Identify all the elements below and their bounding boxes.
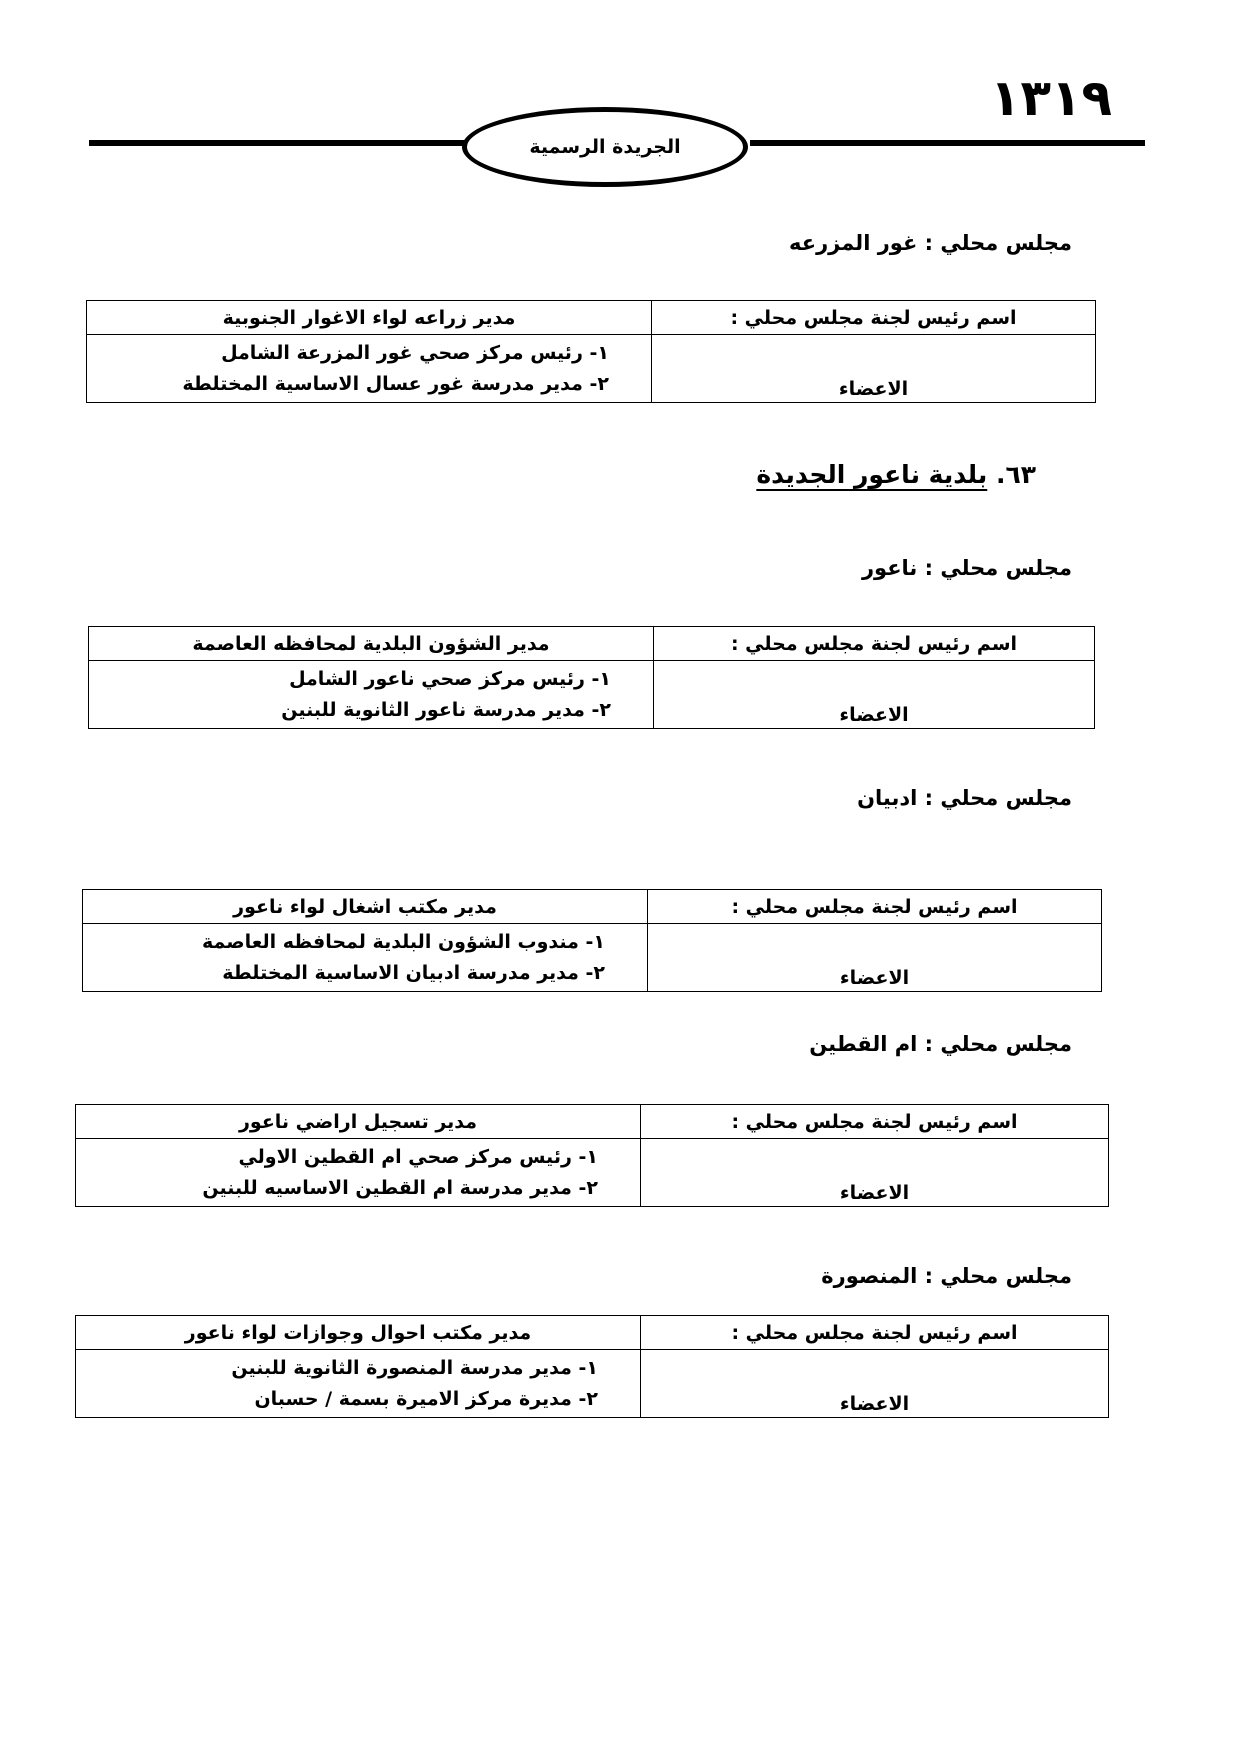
- members-list: [87, 335, 652, 403]
- masthead-title: الجريدة الرسمية: [529, 136, 681, 158]
- members-label: الاعضاء: [654, 661, 1095, 729]
- header-rule-right: [750, 140, 1145, 146]
- section-heading: [756, 458, 1036, 492]
- council-table: [75, 1104, 1109, 1207]
- council-table: [82, 889, 1102, 992]
- member-item: ٢- مدير مدرسة ناعور الثانوية للبنين: [281, 698, 611, 721]
- member-item: ١- مدير مدرسة المنصورة الثانوية للبنين: [231, 1356, 598, 1379]
- member-item: ١- مندوب الشؤون البلدية لمحافظه العاصمة: [202, 930, 605, 953]
- members-label: الاعضاء: [652, 335, 1096, 403]
- council-label: مجلس محلي : غور المزرعه: [789, 231, 1072, 255]
- chair-value: مدير زراعه لواء الاغوار الجنوبية: [87, 301, 652, 335]
- member-item: ٢- مديرة مركز الاميرة بسمة / حسبان: [254, 1387, 598, 1410]
- council-table: [88, 626, 1095, 729]
- chair-value: مدير مكتب احوال وجوازات لواء ناعور: [76, 1316, 641, 1350]
- members-label: الاعضاء: [641, 1139, 1109, 1207]
- council-label: مجلس محلي : ادبيان: [857, 786, 1072, 810]
- chair-value: مدير الشؤون البلدية لمحافظه العاصمة: [89, 627, 654, 661]
- chair-value: مدير مكتب اشغال لواء ناعور: [83, 890, 648, 924]
- chair-label: اسم رئيس لجنة مجلس محلي :: [641, 1316, 1109, 1350]
- council-table: [86, 300, 1096, 403]
- member-item: ٢- مدير مدرسة ام القطين الاساسيه للبنين: [202, 1176, 598, 1199]
- member-item: ١- رئيس مركز صحي ام القطين الاولي: [238, 1145, 598, 1168]
- member-item: ١- رئيس مركز صحي غور المزرعة الشامل: [221, 341, 609, 364]
- chair-label: اسم رئيس لجنة مجلس محلي :: [654, 627, 1095, 661]
- member-item: ٢- مدير مدرسة غور عسال الاساسية المختلطة: [182, 372, 609, 395]
- section-title: بلدية ناعور الجديدة: [756, 460, 988, 489]
- header-rule-left: [89, 140, 469, 146]
- chair-label: اسم رئيس لجنة مجلس محلي :: [648, 890, 1102, 924]
- section-number: ٦٣.: [995, 460, 1036, 489]
- members-list: [76, 1350, 641, 1418]
- member-item: ١- رئيس مركز صحي ناعور الشامل: [289, 667, 611, 690]
- chair-value: مدير تسجيل اراضي ناعور: [76, 1105, 641, 1139]
- members-list: [83, 924, 648, 992]
- council-label: مجلس محلي : ام القطين: [809, 1032, 1072, 1056]
- members-list: [76, 1139, 641, 1207]
- member-item: ٢- مدير مدرسة ادبيان الاساسية المختلطة: [222, 961, 605, 984]
- members-label: الاعضاء: [641, 1350, 1109, 1418]
- chair-label: اسم رئيس لجنة مجلس محلي :: [652, 301, 1096, 335]
- council-label: مجلس محلي : ناعور: [861, 556, 1072, 580]
- members-label: الاعضاء: [648, 924, 1102, 992]
- members-list: [89, 661, 654, 729]
- council-label: مجلس محلي : المنصورة: [821, 1264, 1072, 1288]
- council-table: [75, 1315, 1109, 1418]
- page-number: ١٣١٩: [990, 69, 1113, 127]
- chair-label: اسم رئيس لجنة مجلس محلي :: [641, 1105, 1109, 1139]
- masthead-oval: [462, 107, 748, 187]
